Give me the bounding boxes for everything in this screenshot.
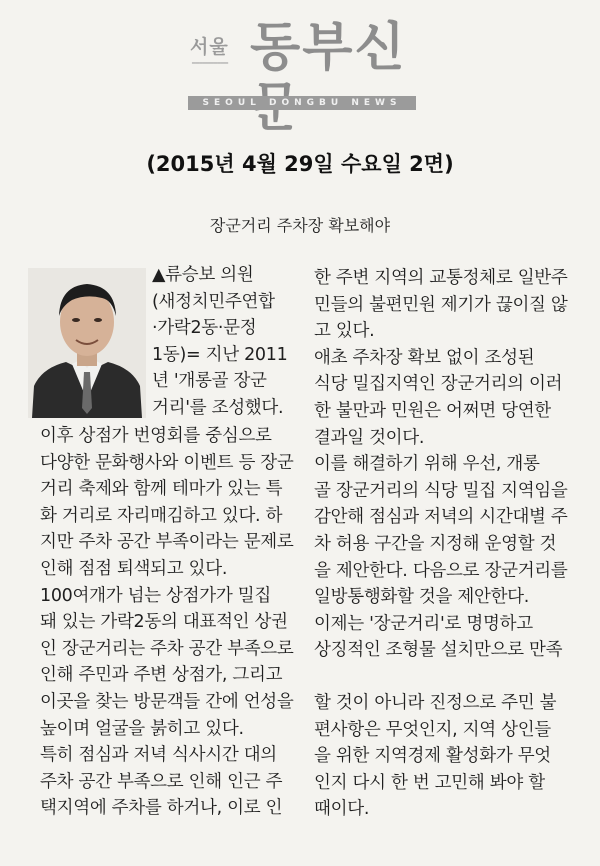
text-line: 식당 밀집지역인 장군거리의 이러 [314, 374, 563, 395]
text-line: 이곳을 찾는 방문객들 간에 언성을 [40, 691, 294, 712]
text-line: 다양한 문화행사와 이벤트 등 장군 [40, 452, 294, 473]
text-line: 거리 축제와 함께 테마가 있는 특 [40, 479, 283, 500]
masthead-city: 서울 [190, 36, 229, 58]
text-line: 지만 주차 공간 부족이라는 문제로 [40, 532, 294, 553]
masthead-band: SEOUL DONGBU NEWS [188, 96, 416, 110]
author-bio [152, 262, 287, 422]
text-line: 한 불만과 민원은 어쩌면 당연한 [314, 400, 551, 421]
text-line: 일방통행화할 것을 제안한다. [314, 587, 530, 608]
text-line: 편사항은 무엇인지, 지역 상인들 [314, 719, 551, 740]
text-line: 특히 점심과 저녁 식사시간 대의 [40, 745, 277, 766]
text-line: 할 것이 아니라 진정으로 주민 불 [314, 693, 557, 713]
text-line: 민들의 불편민원 제기가 끊이질 않 [314, 294, 568, 315]
text-line: 주차 공간 부족으로 인해 인근 주 [40, 771, 283, 792]
author-photo [28, 268, 146, 418]
text-line: 이를 해결하기 위해 우선, 개롱 [314, 454, 540, 475]
text-line: 거리'를 조성했다. [152, 397, 284, 418]
text-line: 을 위한 지역경제 활성화가 무엇 [314, 746, 551, 767]
text-line: ▲류승보 의원 [152, 265, 254, 285]
text-line: 이후 상점가 번영회를 중심으로 [40, 426, 272, 446]
text-line: 감안해 점심과 저녁의 시간대별 주 [314, 507, 568, 528]
text-line: ·가락2동·문정 [152, 318, 257, 339]
text-line: 애초 주차장 확보 없이 조성된 [314, 347, 535, 368]
text-line: 인해 점점 퇴색되고 있다. [40, 558, 228, 579]
newspaper-masthead [182, 10, 422, 120]
text-line: 차 허용 구간을 지정해 운영할 것 [314, 533, 557, 554]
text-line: 택지역에 주차를 하거나, 이로 인 [40, 798, 283, 819]
text-line: 년 '개롱골 장군 [152, 371, 267, 392]
text-line: 골 장군거리의 식당 밀집 지역임을 [314, 480, 568, 501]
text-line: 인지 다시 한 번 고민해 봐야 할 [314, 772, 545, 793]
text-line: (새정치민주연합 [152, 291, 275, 312]
dateline: (2015년 4월 29일 수요일 2면) [146, 152, 454, 176]
text-line: 1동)= 지난 2011 [152, 344, 288, 365]
text-line: 상징적인 조형물 설치만으로 만족 [314, 640, 563, 661]
text-line: 100여개가 넘는 상점가가 밀집 [40, 585, 271, 606]
text-line: 이제는 '장군거리'로 명명하고 [314, 613, 533, 634]
text-line: 인 장군거리는 주차 공간 부족으로 [40, 638, 294, 659]
text-line: 한 주변 지역의 교통정체로 일반주 [314, 268, 568, 288]
masthead-fine-print: ━━━━━━━━━━ [192, 60, 229, 67]
text-line: 돼 있는 가락2동의 대표적인 상권 [40, 612, 288, 633]
text-line: 높이며 얼굴을 붉히고 있다. [40, 718, 244, 739]
text-line: 화 거리로 자리매김하고 있다. 하 [40, 505, 283, 526]
text-line: 결과일 것이다. [314, 427, 425, 448]
portrait-image [28, 268, 146, 418]
text-line: 때이다. [314, 799, 370, 820]
masthead-title: 동부신 [250, 18, 407, 78]
article-column-right-continued [314, 690, 556, 823]
text-line: 인해 주민과 주변 상점가, 그리고 [40, 665, 283, 686]
article-column-left [40, 423, 294, 822]
article-headline: 장군거리 주차장 확보해야 [209, 216, 391, 235]
article-column-right [314, 265, 568, 664]
text-line: 고 있다. [314, 321, 375, 342]
text-line: 을 제안한다. 다음으로 장군거리를 [314, 560, 568, 581]
